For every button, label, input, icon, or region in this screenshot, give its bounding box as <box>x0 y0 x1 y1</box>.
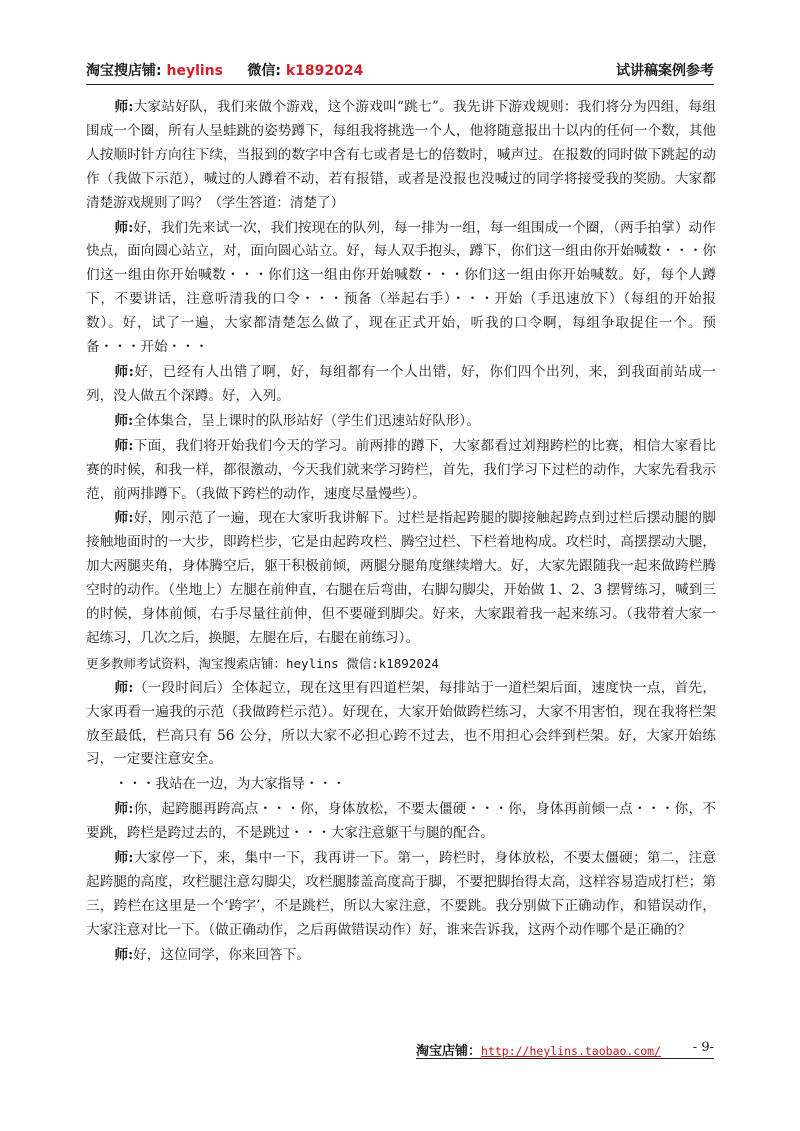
footer-shop-link[interactable]: http://heylins.taobao.com/ <box>481 1044 662 1058</box>
paragraph-text: 好，已经有人出错了啊，好，每组都有一个人出错，好，你们四个出列，来，到我面前站成一列，没人做五个深蹲。好，入列。 <box>86 363 716 404</box>
speaker-tag: 师: <box>114 850 134 867</box>
paragraph-text: 大家停一下，来，集中一下，我再讲一下。第一，跨栏时，身体放松，不要太僵硬；第二，注意起跨腿的高度，攻栏腿注意勾脚尖，攻栏腿膝盖高度高于脚，不要把脚抬得太高，这样容易造成打栏；第三，跨栏在这里是一个‘跨字’，不是跳栏，所以大家注意，不要跳。我分别做下正确动作，和错误动作，大家注意对比一下。（做正确动作，之后再做错误动作）好，谁来告诉我，这两个动作哪个是正确的？ <box>86 850 716 938</box>
paragraph-text: （一段时间后）全体起立，现在这里有四道栏架，每排站于一道栏架后面，速度快一点，首先，大家再看一遍我的示范（我做跨栏示范）。好现在，大家开始做跨栏练习，大家不用害怕，现在我将栏架放至最低，栏高只有 56 公分，所以大家不必担心跨不过去，也不用担心会绊到栏架。好，大家开始练习，一定要注意安全。 <box>86 679 716 768</box>
document-body <box>86 96 716 969</box>
footer-shop-label: 淘宝店铺： <box>416 1044 482 1059</box>
paragraph <box>86 944 716 968</box>
page-header <box>86 58 714 82</box>
paragraph <box>86 361 716 409</box>
page-number: - 9- <box>692 1040 714 1055</box>
paragraph-text: 好，刚示范了一遍，现在大家听我讲解下。过栏是指起跨腿的脚接触起跨点到过栏后摆动腿的脚接触地面时的一大步，即跨栏步，它是由起跨攻栏、腾空过栏、下栏着地构成。攻栏时，高摆摆动大腿，加大两腿夹角，身体腾空后，躯干积极前倾，两腿分腿角度继续增大。好，大家先跟随我一起来做跨栏腾空时的动作。（坐地上）左腿在前伸直，右腿在后弯曲，右脚勾脚尖，开始做 1、2、3 摆臂练习，喊到三的时候，身体前倾，右手尽量往前伸，但不要碰到脚尖。好来，大家跟着我一起来练习。（我带着大家一起练习，几次之后，换腿，左腿在后，右腿在前练习）。 <box>86 510 716 646</box>
speaker-tag: 师: <box>114 679 134 696</box>
header-shop-name: heylins <box>166 63 223 79</box>
paragraph <box>86 410 716 434</box>
paragraph-text: 全体集合，呈上课时的队形站好（学生们迅速站好队形）。 <box>133 412 480 429</box>
speaker-tag: 师: <box>114 363 134 380</box>
speaker-tag: 师: <box>114 510 134 527</box>
speaker-tag: 师: <box>114 219 134 236</box>
paragraph <box>86 507 716 650</box>
promo-line: 更多教师考试资料，淘宝搜索店铺：heylins 微信:k1892024 <box>86 655 439 671</box>
paragraph-text: 好，这位同学，你来回答下。 <box>133 946 310 963</box>
header-title: 试讲稿案例参考 <box>616 63 714 79</box>
header-shop-label: 淘宝搜店铺: <box>86 63 162 79</box>
footer-divider <box>416 1058 714 1059</box>
paragraph-text: 大家站好队，我们来做个游戏，这个游戏叫“跳七”。我先讲下游戏规则：我们将分为四组，每组围成一个圈，所有人呈蛙跳的姿势蹲下，每组我将挑选一个人，他将随意报出十以内的任何一个数，其他人按顺时针方向往下续，当报到的数字中含有七或者是七的倍数时，喊声过。在报数的同时做下跳起的动作（我做下示范），喊过的人蹲着不动，若有报错，或者是没报也没喊过的同学将接受我的奖励。大家都清楚游戏规则了吗？（学生答道：清楚了） <box>86 99 716 211</box>
speaker-tag: 师: <box>114 437 134 454</box>
header-wechat-label: 微信: <box>247 63 281 79</box>
header-divider <box>86 84 714 85</box>
paragraph-text: ・・・我站在一边，为大家指导・・・ <box>114 776 346 793</box>
header-shop-info <box>86 60 363 80</box>
header-wechat-id: k1892024 <box>285 63 364 79</box>
speaker-tag: 师: <box>114 412 134 429</box>
paragraph-text: 你，起跨腿再跨高点・・・你，身体放松，不要太僵硬・・・你，身体再前倾一点・・・你，不要跳，跨栏是跨过去的，不是跳过・・・大家注意躯干与腿的配合。 <box>86 801 716 842</box>
paragraph <box>86 677 716 773</box>
speaker-tag: 师: <box>114 99 134 115</box>
paragraph <box>86 435 716 507</box>
paragraph-text: 好，我们先来试一次，我们按现在的队列，每一排为一组，每一组围成一个圈，（两手拍掌）动作快点，面向圆心站立，对，面向圆心站立。好，每人双手抱头，蹲下，你们这一组由你开始喊数・・・你们这一组由你开始喊数・・・你们这一组由你开始喊数・・・你们这一组由你开始喊数。好，每个人蹲下，不要讲话，注意听清我的口令・・・预备（举起右手）・・・开始（手迅速放下）（每组的开始报数）。好，试了一遍，大家都清楚怎么做了，现在正式开始，听我的口令啊，每组争取捉住一个。预备・・・开始・・・ <box>86 219 716 356</box>
paragraph <box>86 96 716 216</box>
speaker-tag: 师: <box>114 801 134 818</box>
paragraph <box>86 217 716 360</box>
paragraph <box>86 847 716 943</box>
paragraph <box>86 798 716 846</box>
page-footer <box>416 1040 714 1059</box>
paragraph-text: 下面，我们将开始我们今天的学习。前两排的蹲下，大家都看过刘翔跨栏的比赛，相信大家看比赛的时候，和我一样，都很激动，今天我们就来学习跨栏，首先，我们学习下过栏的动作，大家先看我示范，前两排蹲下。（我做下跨栏的动作，速度尽量慢些）。 <box>86 437 716 502</box>
paragraph <box>86 773 716 797</box>
speaker-tag: 师: <box>114 946 134 963</box>
